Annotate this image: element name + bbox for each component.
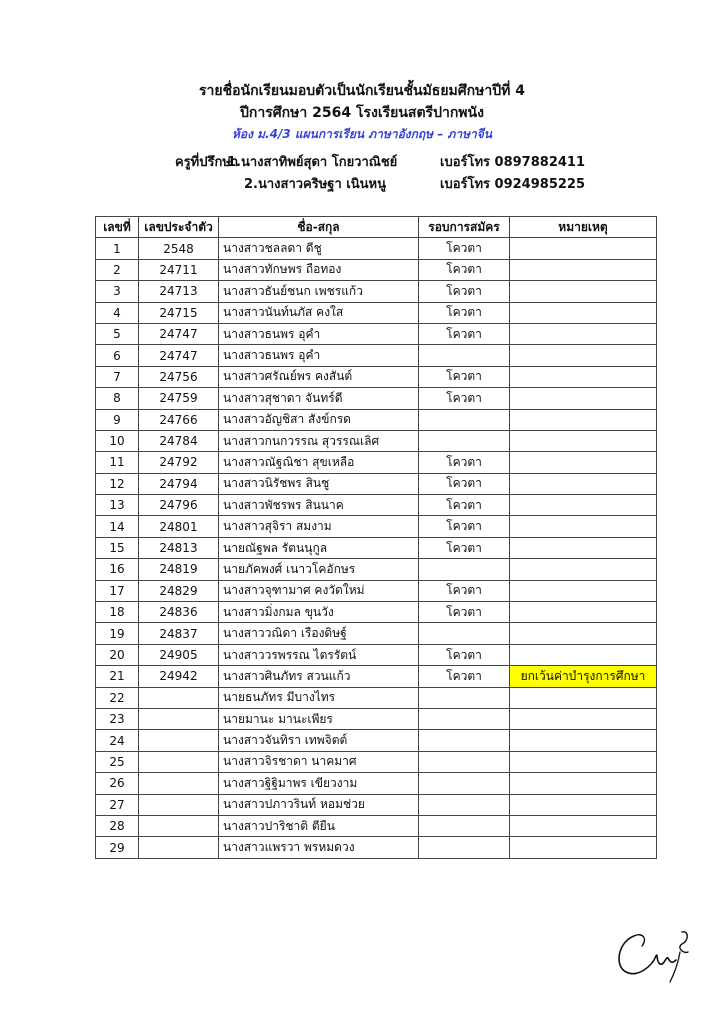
- remark: [510, 345, 657, 366]
- row-number: 10: [96, 430, 139, 451]
- document-header: [0, 80, 724, 144]
- application-round: [419, 623, 510, 644]
- student-id: 24905: [139, 644, 219, 665]
- application-round: โควตา: [419, 602, 510, 623]
- table-row: [96, 537, 657, 558]
- remark: [510, 323, 657, 344]
- row-number: 8: [96, 388, 139, 409]
- student-id: 2548: [139, 238, 219, 259]
- advisor-label: ครูที่ปรึกษา: [175, 155, 239, 170]
- header-remark: หมายเหตุ: [510, 217, 657, 238]
- student-name: นางสาวพัชรพร สินนาค: [219, 495, 419, 516]
- student-name: นางสาวชลลดา ดีชู: [219, 238, 419, 259]
- student-id: [139, 815, 219, 836]
- student-name: นางสาววณิดา เรืองดิษฐ์: [219, 623, 419, 644]
- student-id: [139, 837, 219, 858]
- application-round: โควตา: [419, 580, 510, 601]
- row-number: 23: [96, 708, 139, 729]
- student-name: นางสาวศรัณย์พร คงสันต์: [219, 366, 419, 387]
- student-name: นายภัคพงศ์ เนาวโคอักษร: [219, 559, 419, 580]
- student-id: 24715: [139, 302, 219, 323]
- student-name: นายมานะ มานะเพียร: [219, 708, 419, 729]
- application-round: [419, 794, 510, 815]
- advisor-phone-2: เบอร์โทร 0924985225: [440, 177, 585, 192]
- class-subtitle: ห้อง ม.4/3 แผนการเรียน ภาษาอังกฤษ – ภาษาจีน: [232, 127, 492, 141]
- table-row: [96, 837, 657, 858]
- application-round: โควตา: [419, 388, 510, 409]
- student-name: นางสาวศินภัทร สวนแก้ว: [219, 666, 419, 687]
- remark: [510, 430, 657, 451]
- student-id: [139, 751, 219, 772]
- application-round: [419, 815, 510, 836]
- header-round: รอบการสมัคร: [419, 217, 510, 238]
- remark: [510, 495, 657, 516]
- remark: [510, 281, 657, 302]
- table-row: [96, 623, 657, 644]
- table-row: [96, 452, 657, 473]
- table-row: [96, 281, 657, 302]
- student-name: นางสาวธนพร อุคำ: [219, 323, 419, 344]
- application-round: โควตา: [419, 666, 510, 687]
- application-round: โควตา: [419, 495, 510, 516]
- student-id: 24942: [139, 666, 219, 687]
- application-round: โควตา: [419, 516, 510, 537]
- table-row: [96, 602, 657, 623]
- remark: [510, 559, 657, 580]
- student-id: 24759: [139, 388, 219, 409]
- student-id: 24747: [139, 323, 219, 344]
- advisor-row-1: [0, 152, 724, 174]
- student-id: [139, 773, 219, 794]
- table-row: [96, 687, 657, 708]
- row-number: 2: [96, 259, 139, 280]
- table-row: [96, 495, 657, 516]
- row-number: 6: [96, 345, 139, 366]
- student-id: 24819: [139, 559, 219, 580]
- row-number: 24: [96, 730, 139, 751]
- row-number: 20: [96, 644, 139, 665]
- student-id: 24836: [139, 602, 219, 623]
- remark: [510, 238, 657, 259]
- student-id: [139, 794, 219, 815]
- student-name: นางสาวจุฑามาศ คงวัดใหม่: [219, 580, 419, 601]
- table-row: [96, 473, 657, 494]
- student-name: นางสาววรพรรณ ไตรรัตน์: [219, 644, 419, 665]
- row-number: 28: [96, 815, 139, 836]
- row-number: 14: [96, 516, 139, 537]
- student-name: นางสาวทักษพร ถือทอง: [219, 259, 419, 280]
- student-id: 24756: [139, 366, 219, 387]
- advisor-block: [0, 152, 724, 196]
- row-number: 3: [96, 281, 139, 302]
- student-name: นางสาวแพรวา พรหมดวง: [219, 837, 419, 858]
- student-name: นางสาวจิรชาดา นาคมาศ: [219, 751, 419, 772]
- table-row: [96, 323, 657, 344]
- student-id: 24801: [139, 516, 219, 537]
- student-roster-table: [95, 216, 657, 859]
- application-round: [419, 773, 510, 794]
- student-name: นางสาวสุจิรา สมงาม: [219, 516, 419, 537]
- student-name: นางสาวธันย์ชนก เพชรแก้ว: [219, 281, 419, 302]
- table-row: [96, 388, 657, 409]
- row-number: 21: [96, 666, 139, 687]
- student-name: นางสาวณัฐณิชา สุขเหลือ: [219, 452, 419, 473]
- student-name: นางสาวสุชาดา จันทร์ดี: [219, 388, 419, 409]
- student-name: นายณัฐพล รัตนนุกูล: [219, 537, 419, 558]
- application-round: โควตา: [419, 366, 510, 387]
- student-id: 24829: [139, 580, 219, 601]
- table-row: [96, 644, 657, 665]
- application-round: [419, 751, 510, 772]
- remark: [510, 687, 657, 708]
- remark: [510, 580, 657, 601]
- student-name: นางสาวปาริชาติ ตียืน: [219, 815, 419, 836]
- application-round: โควตา: [419, 281, 510, 302]
- remark: [510, 602, 657, 623]
- row-number: 26: [96, 773, 139, 794]
- student-id: 24837: [139, 623, 219, 644]
- row-number: 9: [96, 409, 139, 430]
- table-row: [96, 730, 657, 751]
- row-number: 1: [96, 238, 139, 259]
- student-id: 24784: [139, 430, 219, 451]
- student-id: 24747: [139, 345, 219, 366]
- row-number: 12: [96, 473, 139, 494]
- row-number: 15: [96, 537, 139, 558]
- table-header-row: [96, 217, 657, 238]
- table-row: [96, 751, 657, 772]
- application-round: [419, 409, 510, 430]
- student-name: นางสาวนิรัชพร สินชู: [219, 473, 419, 494]
- row-number: 27: [96, 794, 139, 815]
- remark: [510, 623, 657, 644]
- remark: [510, 708, 657, 729]
- table-row: [96, 773, 657, 794]
- table-row: [96, 516, 657, 537]
- advisor-name-1: 1.นางสาทิพย์สุดา โกยวาณิชย์: [227, 155, 398, 170]
- table-row: [96, 559, 657, 580]
- row-number: 11: [96, 452, 139, 473]
- remark: [510, 259, 657, 280]
- table-row: [96, 366, 657, 387]
- remark: [510, 409, 657, 430]
- remark: [510, 302, 657, 323]
- row-number: 13: [96, 495, 139, 516]
- title-line-1: รายชื่อนักเรียนมอบตัวเป็นนักเรียนชั้นมัธยมศึกษาปีที่ 4: [199, 83, 525, 99]
- student-name: นางสาวอัญชิสา สังข์กรด: [219, 409, 419, 430]
- application-round: โควตา: [419, 644, 510, 665]
- table-row: [96, 666, 657, 687]
- title-line-2: ปีการศึกษา 2564 โรงเรียนสตรีปากพนัง: [240, 105, 484, 121]
- student-id: [139, 687, 219, 708]
- row-number: 4: [96, 302, 139, 323]
- remark: [510, 366, 657, 387]
- application-round: [419, 687, 510, 708]
- application-round: โควตา: [419, 323, 510, 344]
- table-row: [96, 708, 657, 729]
- student-name: นางสาวมิ่งกมล ขุนวัง: [219, 602, 419, 623]
- student-name: นางสาวกนกวรรณ สุวรรณเลิศ: [219, 430, 419, 451]
- remark: [510, 388, 657, 409]
- student-id: [139, 730, 219, 751]
- table-row: [96, 302, 657, 323]
- remark: [510, 452, 657, 473]
- application-round: โควตา: [419, 238, 510, 259]
- header-no: เลขที่: [96, 217, 139, 238]
- application-round: โควตา: [419, 259, 510, 280]
- student-name: นางสาวธนพร อุคำ: [219, 345, 419, 366]
- remark: [510, 537, 657, 558]
- header-student-id: เลขประจำตัว: [139, 217, 219, 238]
- application-round: [419, 837, 510, 858]
- table-row: [96, 815, 657, 836]
- advisor-phone-1: เบอร์โทร 0897882411: [440, 155, 585, 170]
- table-row: [96, 794, 657, 815]
- row-number: 7: [96, 366, 139, 387]
- student-id: 24792: [139, 452, 219, 473]
- application-round: โควตา: [419, 452, 510, 473]
- student-name: นางสาวฐิฐิมาพร เขียวงาม: [219, 773, 419, 794]
- application-round: [419, 708, 510, 729]
- row-number: 29: [96, 837, 139, 858]
- remark: ยกเว้นค่าบำรุงการศึกษา: [510, 666, 657, 687]
- application-round: [419, 730, 510, 751]
- remark: [510, 730, 657, 751]
- student-name: นายธนภัทร มีบางไทร: [219, 687, 419, 708]
- advisor-row-2: [0, 174, 724, 196]
- remark: [510, 516, 657, 537]
- table-row: [96, 409, 657, 430]
- advisor-name-2: 2.นางสาวคริษฐา เนินหนู: [244, 177, 386, 192]
- application-round: [419, 559, 510, 580]
- application-round: โควตา: [419, 473, 510, 494]
- row-number: 25: [96, 751, 139, 772]
- student-id: 24794: [139, 473, 219, 494]
- student-id: 24813: [139, 537, 219, 558]
- student-id: 24711: [139, 259, 219, 280]
- student-id: 24796: [139, 495, 219, 516]
- student-name: นางสาวนันท์นภัส คงใส: [219, 302, 419, 323]
- application-round: [419, 345, 510, 366]
- student-id: 24713: [139, 281, 219, 302]
- student-name: นางสาวปภาวรินท์ หอมช่วย: [219, 794, 419, 815]
- table-row: [96, 238, 657, 259]
- table-body: [96, 238, 657, 858]
- remark: [510, 837, 657, 858]
- remark: [510, 815, 657, 836]
- student-id: [139, 708, 219, 729]
- table-row: [96, 430, 657, 451]
- row-number: 22: [96, 687, 139, 708]
- remark: [510, 751, 657, 772]
- handwritten-signature: [612, 922, 696, 992]
- remark: [510, 773, 657, 794]
- remark: [510, 794, 657, 815]
- remark: [510, 473, 657, 494]
- row-number: 19: [96, 623, 139, 644]
- application-round: โควตา: [419, 537, 510, 558]
- application-round: โควตา: [419, 302, 510, 323]
- row-number: 17: [96, 580, 139, 601]
- row-number: 5: [96, 323, 139, 344]
- student-id: 24766: [139, 409, 219, 430]
- application-round: [419, 430, 510, 451]
- remark: [510, 644, 657, 665]
- table-row: [96, 580, 657, 601]
- student-name: นางสาวจันทิรา เทพจิตต์: [219, 730, 419, 751]
- table-row: [96, 345, 657, 366]
- row-number: 16: [96, 559, 139, 580]
- table-row: [96, 259, 657, 280]
- header-name: ชื่อ-สกุล: [219, 217, 419, 238]
- row-number: 18: [96, 602, 139, 623]
